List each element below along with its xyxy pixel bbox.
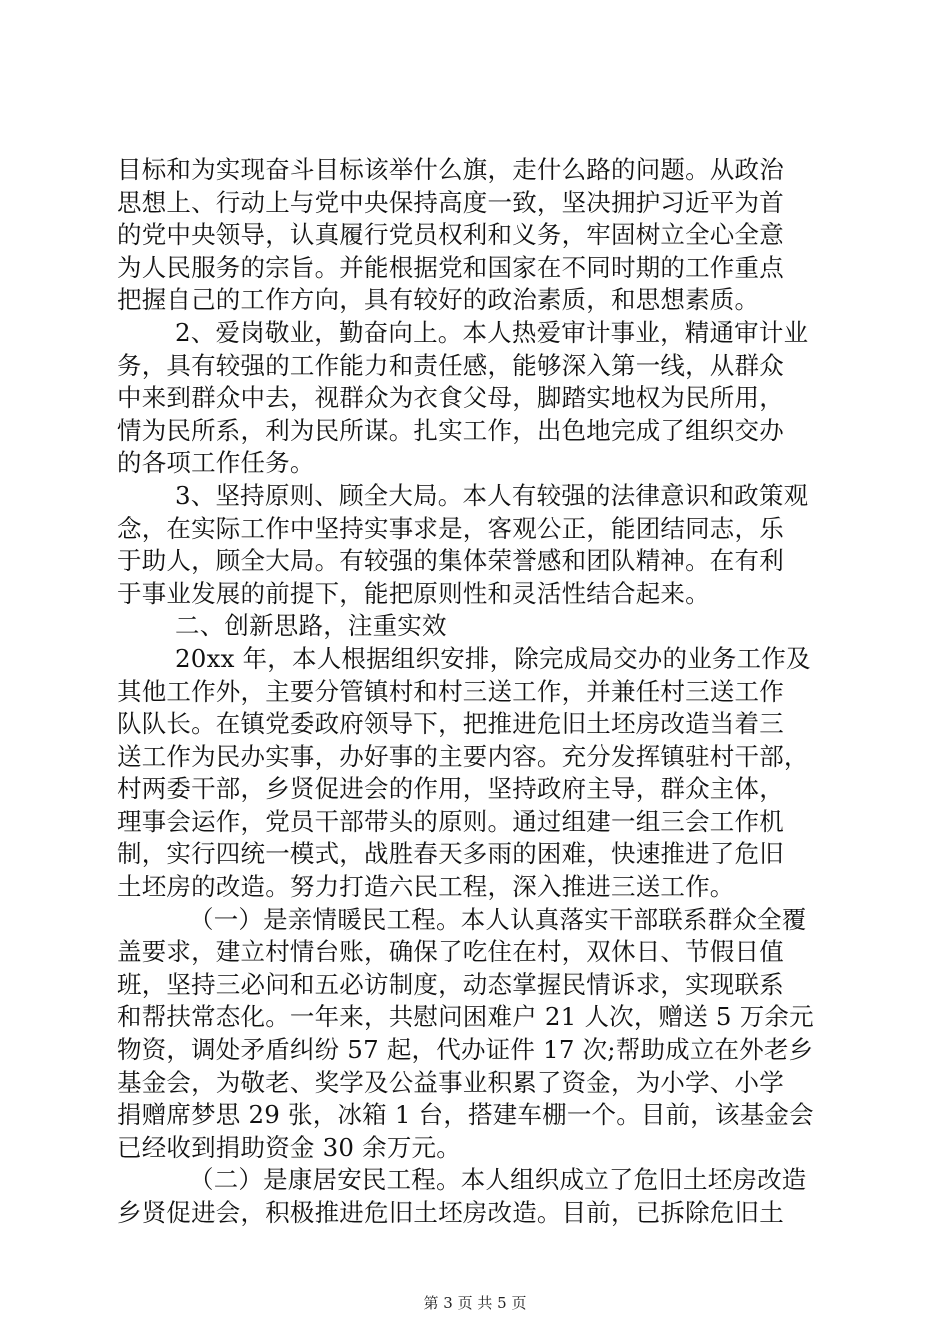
body-line: 送工作为民办实事，办好事的主要内容。充分发挥镇驻村干部， — [117, 741, 809, 771]
body-line: 为人民服务的宗旨。并能根据党和国家在不同时期的工作重点 — [117, 252, 784, 282]
body-line: 其他工作外，主要分管镇村和村三送工作，并兼任村三送工作 — [117, 676, 784, 706]
paragraph-first-line: 2、爱岗敬业，勤奋向上。本人热爱审计事业，精通审计业 — [175, 317, 809, 347]
body-line: 于事业发展的前提下，能把原则性和灵活性结合起来。 — [117, 578, 710, 608]
body-line: 于助人，顾全大局。有较强的集体荣誉感和团队精神。在有利 — [117, 546, 784, 576]
paragraph-first-line: 20xx 年，本人根据组织安排，除完成局交办的业务工作及 — [175, 643, 811, 673]
body-line: 的党中央领导，认真履行党员权利和义务，牢固树立全心全意 — [117, 220, 784, 250]
body-line: 把握自己的工作方向，具有较好的政治素质，和思想素质。 — [117, 285, 760, 315]
paragraph-first-line: （二）是康居安民工程。本人组织成立了危旧土坯房改造 — [189, 1165, 807, 1195]
body-line: 务，具有较强的工作能力和责任感，能够深入第一线，从群众 — [117, 350, 784, 380]
body-line: 土坯房的改造。努力打造六民工程，深入推进三送工作。 — [117, 872, 735, 902]
body-line: 和帮扶常态化。一年来，共慰问困难户 21 人次，赠送 5 万余元 — [117, 1002, 814, 1032]
paragraph-first-line: 3、坚持原则、顾全大局。本人有较强的法律意识和政策观 — [175, 480, 809, 510]
body-line: 制，实行四统一模式，战胜春天多雨的困难，快速推进了危旧 — [117, 839, 784, 869]
body-line: 捐赠席梦思 29 张，冰箱 1 台，搭建车棚一个。目前，该基金会 — [117, 1100, 814, 1130]
body-line: 念，在实际工作中坚持实事求是，客观公正，能团结同志，乐 — [117, 513, 784, 543]
body-line: 物资，调处矛盾纠纷 57 起，代办证件 17 次;帮助成立在外老乡 — [117, 1035, 814, 1065]
body-line: 目标和为实现奋斗目标该举什么旗，走什么路的问题。从政治 — [117, 155, 784, 184]
body-line: 村两委干部，乡贤促进会的作用，坚持政府主导，群众主体， — [117, 774, 784, 804]
body-line: 队队长。在镇党委政府领导下，把推进危旧土坯房改造当着三 — [117, 709, 784, 739]
body-line: 盖要求，建立村情台账，确保了吃住在村，双休日、节假日值 — [117, 937, 784, 967]
body-line: 情为民所系，利为民所谋。扎实工作，出色地完成了组织交办 — [117, 415, 784, 445]
body-line: 班，坚持三必问和五必访制度，动态掌握民情诉求，实现联系 — [117, 969, 784, 999]
document-body — [117, 154, 837, 1230]
body-line: 乡贤促进会，积极推进危旧土坯房改造。目前，已拆除危旧土 — [117, 1198, 784, 1227]
body-line: 中来到群众中去，视群众为衣食父母，脚踏实地权为民所用， — [117, 383, 784, 413]
body-line: 的各项工作任务。 — [117, 448, 315, 478]
body-line: 基金会，为敬老、奖学及公益事业积累了资金，为小学、小学 — [117, 1067, 784, 1097]
body-line: 思想上、行动上与党中央保持高度一致，坚决拥护习近平为首 — [117, 187, 784, 217]
paragraph-first-line: （一）是亲情暖民工程。本人认真落实干部联系群众全覆 — [189, 904, 807, 934]
body-line: 理事会运作，党员干部带头的原则。通过组建一组三会工作机 — [117, 806, 784, 836]
section-heading: 二、创新思路，注重实效 — [175, 611, 447, 641]
page-number-footer: 第 3 页 共 5 页 — [423, 1294, 527, 1312]
body-line: 已经收到捐助资金 30 余万元。 — [117, 1132, 461, 1162]
